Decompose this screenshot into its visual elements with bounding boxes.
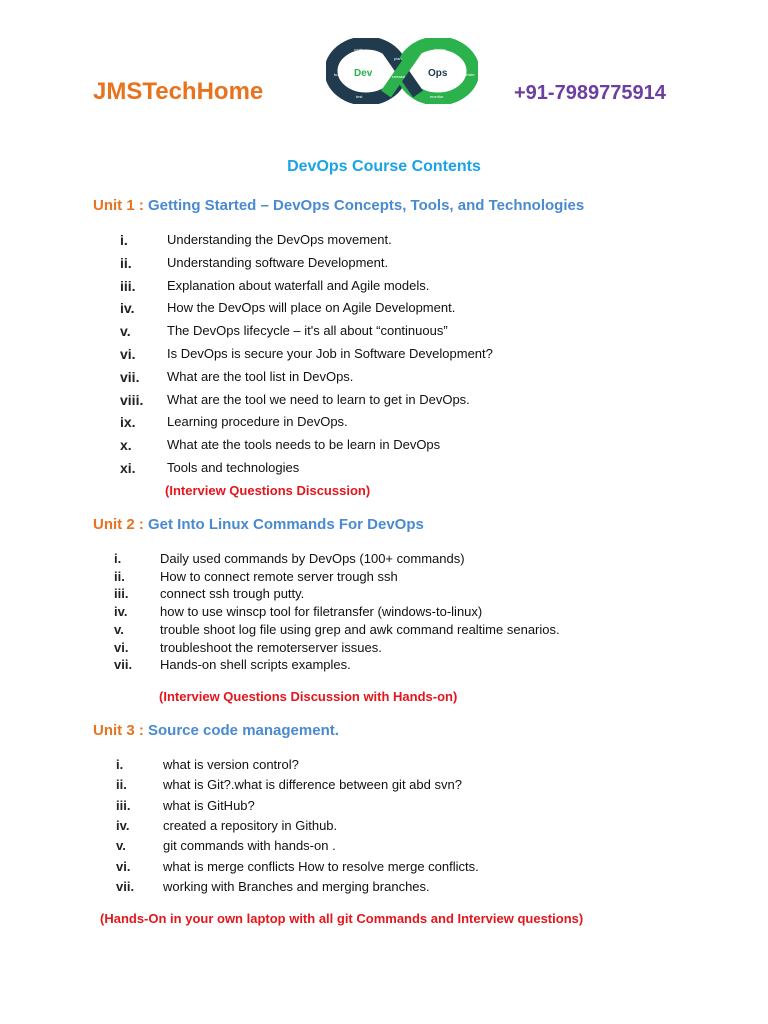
unit-1-note: (Interview Questions Discussion): [165, 483, 371, 498]
unit-2-note: (Interview Questions Discussion with Hands-on): [159, 689, 458, 704]
unit-2-heading: [93, 516, 424, 533]
list-item-number: iv.: [120, 300, 135, 317]
list-item: [0, 232, 768, 254]
list-item-text: Understanding software Development.: [167, 254, 389, 270]
logo-ring-word: plan: [394, 56, 402, 61]
list-item-text: connect ssh trough putty.: [160, 586, 305, 602]
list-item-text: created a repository in Github.: [163, 817, 338, 833]
unit-2-prefix: Unit 2 :: [93, 516, 148, 533]
list-item: [0, 255, 768, 277]
list-item-number: ii.: [120, 254, 132, 271]
list-item-text: what is version control?: [163, 757, 299, 772]
unit-1-name: Getting Started – DevOps Concepts, Tools, and Technologies: [148, 197, 585, 214]
list-item-number: vii.: [120, 368, 140, 385]
list-item-text: Tools and technologies: [167, 460, 300, 475]
list-item-number: ii.: [114, 568, 125, 584]
list-item-text: How the DevOps will place on Agile Development.: [167, 300, 456, 316]
list-item-text: Daily used commands by DevOps (100+ commands): [160, 551, 465, 566]
logo-right-label: Ops: [428, 68, 448, 79]
list-item-text: how to use winscp tool for filetransfer (windows-to-linux): [160, 604, 483, 620]
unit-1-heading: [93, 197, 584, 214]
devops-infinity-logo: [326, 38, 478, 104]
list-item-text: Explanation about waterfall and Agile models.: [167, 277, 430, 293]
unit-1-prefix: Unit 1 :: [93, 197, 148, 214]
list-item-text: what is GitHub?: [163, 797, 255, 813]
brand-name: JMSTechHome: [93, 78, 264, 105]
logo-ring-word: deploy: [434, 47, 446, 52]
list-item-text: Understanding the DevOps movement.: [167, 232, 392, 247]
unit-3-name: Source code management.: [148, 722, 339, 739]
logo-ring-word: build: [334, 72, 343, 77]
list-item-number: viii.: [120, 391, 144, 408]
list-item-number: i.: [116, 757, 124, 772]
logo-ring-word: operate: [461, 72, 475, 77]
list-item-text: troubleshoot the remoterserver issues.: [160, 639, 382, 655]
list-item-number: ii.: [116, 777, 127, 793]
list-item-number: iv.: [114, 604, 128, 620]
unit-2-name: Get Into Linux Commands For DevOps: [148, 516, 424, 533]
list-item-text: Is DevOps is secure your Job in Software Development?: [167, 346, 493, 361]
page-header: [0, 0, 768, 140]
list-item-number: v.: [116, 838, 126, 854]
list-item-text: The DevOps lifecycle – it's all about “continuous”: [167, 323, 448, 339]
list-item-number: iv.: [116, 817, 130, 833]
list-item: [0, 278, 768, 300]
list-item-text: git commands with hands-on .: [163, 838, 336, 854]
list-item-number: vi.: [116, 858, 131, 874]
list-item: [0, 346, 768, 368]
list-item: [0, 414, 768, 436]
document-title: DevOps Course Contents: [287, 158, 481, 175]
list-item: [0, 392, 768, 414]
list-item-number: v.: [114, 621, 124, 637]
unit-3-heading: [93, 722, 339, 739]
list-item-number: vii.: [116, 878, 135, 894]
list-item-number: iii.: [116, 797, 131, 813]
list-item-text: what is merge conflicts How to resolve merge conflicts.: [163, 858, 479, 874]
logo-left-label: Dev: [354, 68, 373, 79]
list-item-text: working with Branches and merging branches.: [163, 878, 430, 894]
list-item-number: x.: [120, 437, 132, 454]
list-item-number: xi.: [120, 460, 136, 476]
list-item-number: vii.: [114, 657, 133, 673]
phone-number: +91-7989775914: [514, 82, 666, 104]
logo-ring-word: release: [392, 74, 406, 79]
logo-ring-word: monitor: [430, 94, 444, 99]
list-item-text: How to connect remote server trough ssh: [160, 568, 398, 584]
list-item-number: vi.: [114, 639, 129, 655]
list-item: [0, 300, 768, 322]
unit-3-prefix: Unit 3 :: [93, 722, 148, 739]
logo-ring-word: code: [354, 47, 363, 52]
list-item-number: v.: [120, 323, 131, 340]
list-item-text: trouble shoot log file using grep and awk command realtime senarios.: [160, 621, 560, 637]
list-item: [0, 437, 768, 459]
list-item-number: iii.: [114, 586, 129, 602]
list-item: [0, 460, 768, 482]
list-item-number: vi.: [120, 346, 136, 362]
list-item: [0, 369, 768, 391]
list-item-number: i.: [114, 551, 122, 566]
list-item-text: Hands-on shell scripts examples.: [160, 657, 351, 673]
list-item-text: what is Git?.what is difference between git abd svn?: [163, 777, 462, 793]
list-item-number: iii.: [120, 277, 136, 294]
list-item: [0, 323, 768, 345]
list-item-text: What are the tool list in DevOps.: [167, 368, 354, 384]
list-item-text: Learning procedure in DevOps.: [167, 414, 348, 430]
logo-ring-word: test: [356, 94, 363, 99]
list-item-text: What ate the tools needs to be learn in DevOps: [167, 437, 441, 453]
list-item-text: What are the tool we need to learn to get in DevOps.: [167, 391, 470, 407]
unit-3-note: (Hands-On in your own laptop with all git Commands and Interview questions): [100, 911, 584, 926]
list-item-number: ix.: [120, 414, 136, 431]
list-item-number: i.: [120, 232, 128, 248]
